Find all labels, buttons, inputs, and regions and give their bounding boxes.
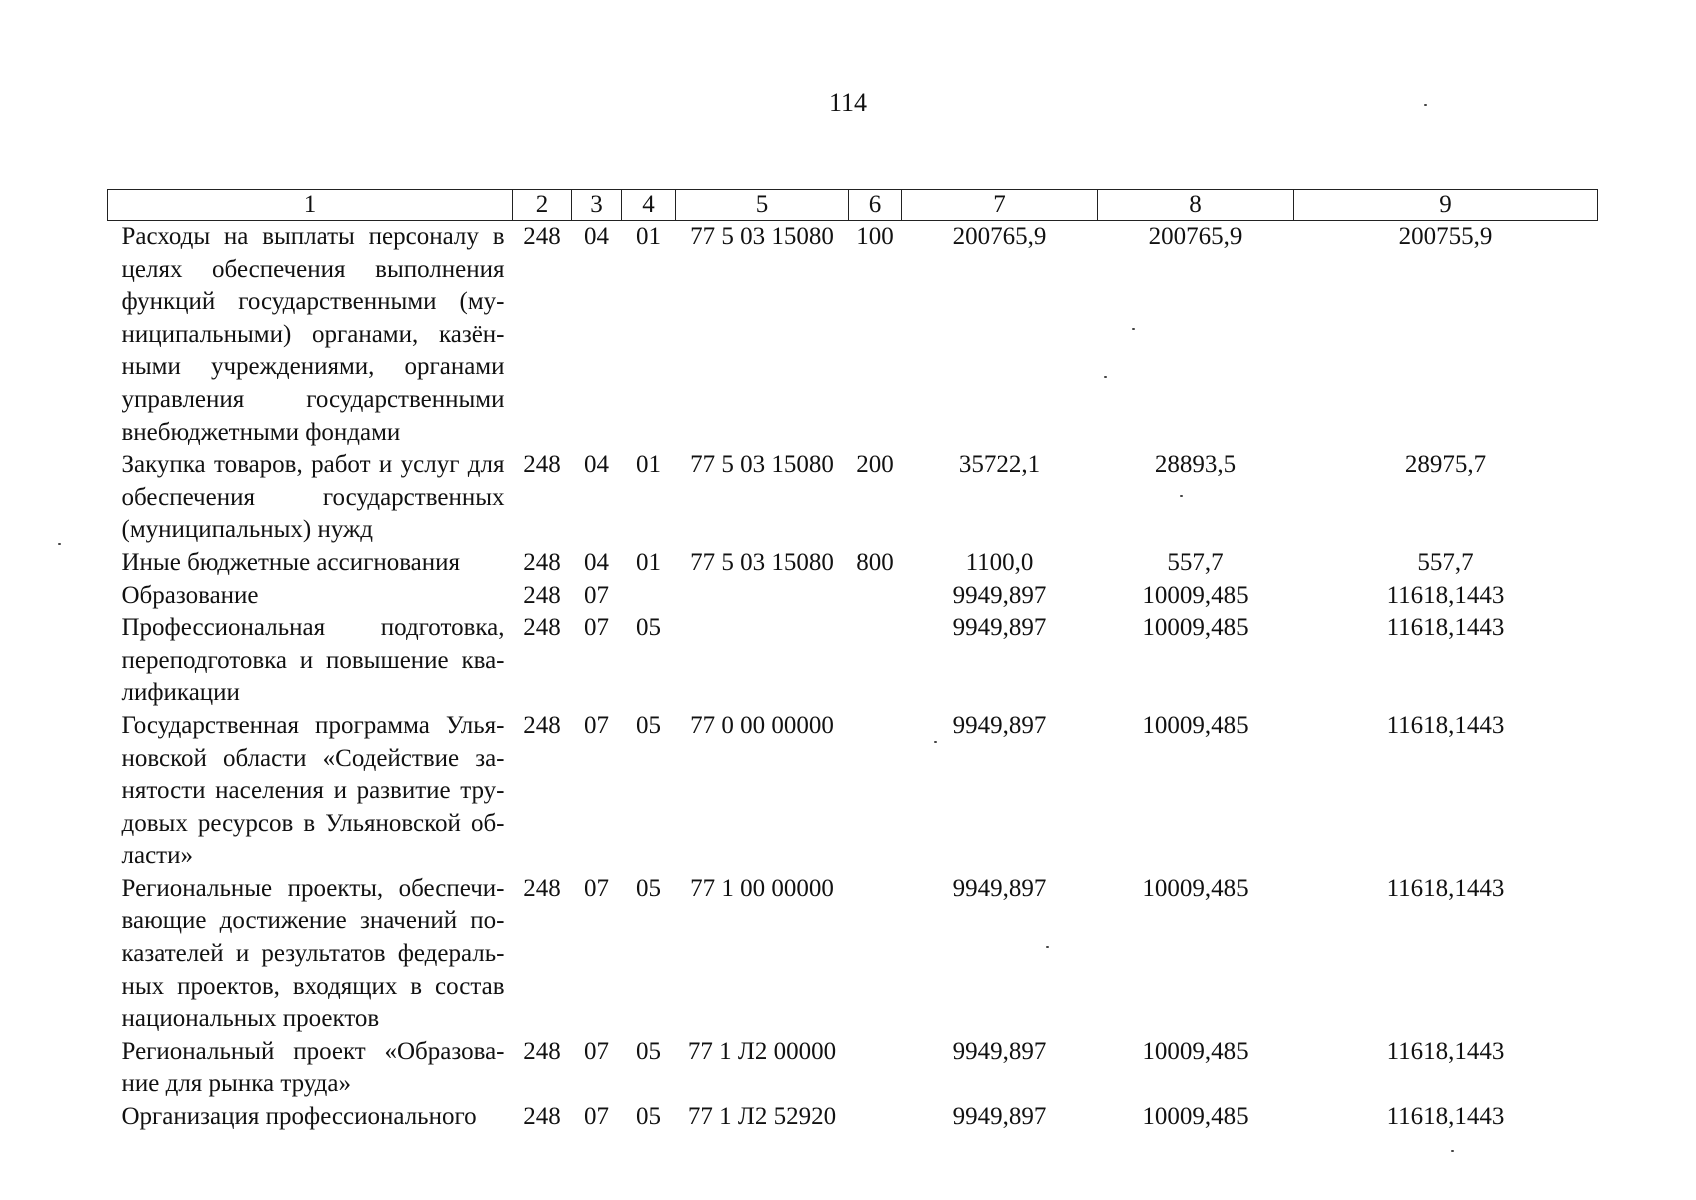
scan-speck (1424, 104, 1427, 106)
cell-c3: 04 (584, 451, 609, 479)
scan-speck (1132, 328, 1135, 330)
cell-c9: 11618,1443 (1386, 1103, 1505, 1131)
cell-c2: 248 (523, 1103, 561, 1131)
cell-c4: 05 (636, 614, 661, 642)
cell-c7: 9949,897 (952, 614, 1047, 642)
cell-c4: 05 (636, 1037, 661, 1065)
cell-c9: 557,7 (1417, 548, 1474, 576)
scan-speck (1046, 946, 1049, 948)
cell-c3: 07 (584, 1103, 609, 1131)
scan-speck (1451, 1150, 1454, 1152)
table-row (108, 873, 1598, 1036)
cell-c3: 07 (584, 711, 609, 739)
table-row (108, 221, 1598, 450)
table-row (108, 580, 1598, 613)
column-header: 6 (849, 190, 902, 221)
cell-c5: 77 5 03 15080 (690, 548, 834, 576)
cell-c3: 07 (584, 1037, 609, 1065)
table-row (108, 449, 1598, 547)
cell-c8: 10009,485 (1142, 614, 1249, 642)
cell-c5: 77 1 Л2 00000 (687, 1037, 837, 1065)
cell-c2: 248 (523, 451, 561, 479)
cell-c4: 01 (636, 548, 661, 576)
row-name: Закупка товаров, работ и услуг для обеспечения государственных (муниципальных) нужд (121, 451, 505, 544)
cell-c4 (622, 580, 676, 613)
cell-c8: 10009,485 (1142, 581, 1249, 609)
table-row (108, 710, 1598, 873)
row-name: Региональный проект «Образование для рынка труда» (121, 1037, 505, 1098)
cell-c4: 05 (636, 874, 661, 902)
cell-c8: 10009,485 (1142, 711, 1249, 739)
cell-c8: 10009,485 (1142, 1037, 1249, 1065)
cell-c2: 248 (523, 548, 561, 576)
cell-c5: 77 5 03 15080 (690, 223, 834, 250)
cell-c7: 1100,0 (965, 548, 1034, 576)
cell-c7: 35722,1 (958, 451, 1041, 479)
cell-c8: 200765,9 (1148, 223, 1243, 250)
scan-speck (1180, 495, 1183, 497)
column-header: 4 (622, 190, 676, 221)
cell-c8: 28893,5 (1154, 451, 1237, 479)
cell-c9: 200755,9 (1398, 223, 1493, 250)
cell-c3: 07 (584, 614, 609, 642)
cell-c6 (849, 612, 902, 710)
cell-c4: 01 (636, 451, 661, 479)
table-row (108, 612, 1598, 710)
cell-c3: 07 (584, 581, 609, 609)
cell-c7: 9949,897 (952, 1037, 1047, 1065)
table-row (108, 547, 1598, 580)
cell-c9: 11618,1443 (1386, 711, 1505, 739)
cell-c7: 9949,897 (952, 874, 1047, 902)
scan-speck (934, 741, 937, 743)
cell-c5: 77 5 03 15080 (690, 451, 834, 479)
column-header: 3 (572, 190, 622, 221)
column-header: 5 (676, 190, 849, 221)
cell-c8: 557,7 (1167, 548, 1224, 576)
table-header-row (108, 190, 1598, 221)
cell-c4: 05 (636, 1103, 661, 1131)
cell-c6: 200 (856, 451, 894, 479)
row-name: Региональные проекты, обеспечивающие достижение значений показателей и результатов федеральных проектов, входящих в состав национальных проектов (121, 874, 505, 1033)
column-header: 1 (108, 190, 513, 221)
cell-c6 (849, 1036, 902, 1101)
column-header: 8 (1098, 190, 1294, 221)
row-name: Образование (121, 581, 259, 609)
cell-c4: 05 (636, 711, 661, 739)
cell-c2: 248 (523, 874, 561, 902)
cell-c3: 07 (584, 874, 609, 902)
cell-c5 (676, 612, 849, 710)
cell-c6: 800 (856, 548, 894, 576)
cell-c9: 11618,1443 (1386, 581, 1505, 609)
cell-c7: 200765,9 (952, 223, 1047, 250)
cell-c5: 77 1 Л2 52920 (687, 1103, 837, 1131)
cell-c5 (676, 580, 849, 613)
cell-c9: 11618,1443 (1386, 874, 1505, 902)
cell-c8: 10009,485 (1142, 874, 1249, 902)
cell-c6 (849, 580, 902, 613)
column-header: 2 (513, 190, 572, 221)
cell-c9: 11618,1443 (1386, 614, 1505, 642)
scan-speck (1104, 376, 1107, 378)
row-name: Профессиональная подготовка, переподготовка и повышение квалификации (121, 614, 505, 707)
cell-c6 (849, 1101, 902, 1134)
cell-c7: 9949,897 (952, 711, 1047, 739)
cell-c7: 9949,897 (952, 1103, 1047, 1131)
column-header: 7 (902, 190, 1098, 221)
table-row (108, 1036, 1598, 1101)
cell-c2: 248 (523, 223, 561, 250)
row-name: Иные бюджетные ассигнования (121, 548, 461, 576)
cell-c2: 248 (523, 1037, 561, 1065)
row-name: Расходы на выплаты персоналу в целях обеспечения выполнения функций государственными (муниципальными) органами, казёнными учреждениями, органами управления государственными внебюджетными фондами (121, 223, 505, 446)
cell-c6 (849, 873, 902, 1036)
column-header: 9 (1294, 190, 1598, 221)
cell-c5: 77 1 00 00000 (690, 874, 834, 902)
cell-c3: 04 (584, 223, 609, 250)
cell-c2: 248 (523, 581, 561, 609)
page-number: 114 (828, 88, 868, 117)
cell-c2: 248 (523, 711, 561, 739)
row-name: Организация профессионального (121, 1103, 477, 1131)
table-row (108, 1101, 1598, 1134)
cell-c6: 100 (856, 223, 894, 250)
cell-c3: 04 (584, 548, 609, 576)
budget-table (107, 189, 1598, 1134)
cell-c4: 01 (636, 223, 661, 250)
cell-c6 (849, 710, 902, 873)
cell-c9: 28975,7 (1404, 451, 1487, 479)
row-name: Государственная программа Ульяновской области «Содействие занятости населения и развитие трудовых ресурсов в Ульяновской области» (121, 711, 505, 870)
cell-c7: 9949,897 (952, 581, 1047, 609)
cell-c8: 10009,485 (1142, 1103, 1249, 1131)
cell-c2: 248 (523, 614, 561, 642)
scan-speck (58, 543, 61, 545)
cell-c9: 11618,1443 (1386, 1037, 1505, 1065)
cell-c5: 77 0 00 00000 (690, 711, 834, 739)
